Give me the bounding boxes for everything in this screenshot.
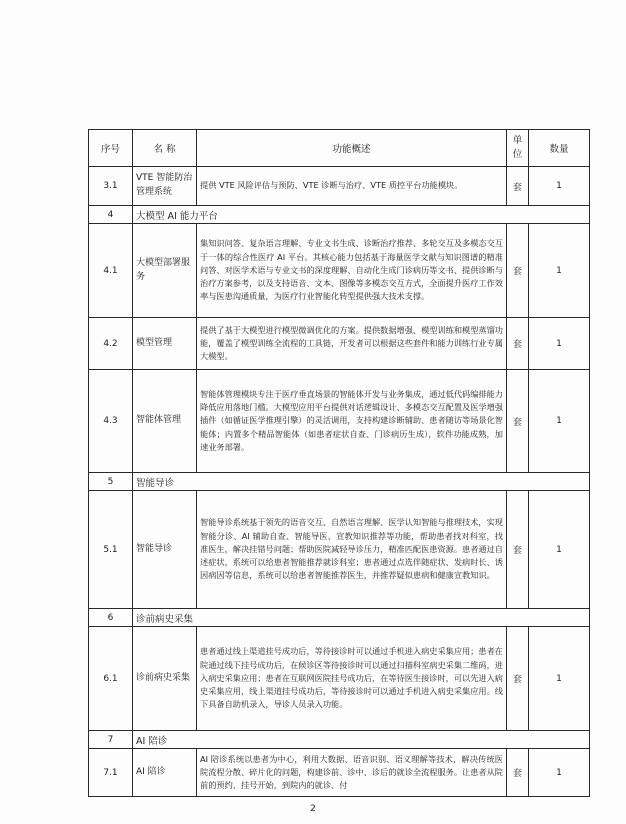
row-unit: 套 bbox=[507, 224, 529, 318]
table-row bbox=[89, 370, 590, 473]
section-no: 7 bbox=[89, 731, 133, 749]
header-name: 名 称 bbox=[133, 130, 197, 167]
table-header-row bbox=[89, 130, 590, 167]
row-desc: 提供了基于大模型进行模型微调优化的方案。提供数据增强、模型训练和模型蒸馏功能，覆盖了模型训练全流程的工具链，开发者可以根据这些套件和能力训练行业专属大模型。 bbox=[197, 318, 507, 370]
row-no: 4.3 bbox=[89, 370, 133, 473]
row-no: 3.1 bbox=[89, 167, 133, 206]
row-no: 4.2 bbox=[89, 318, 133, 370]
row-name: 智能导诊 bbox=[133, 491, 197, 609]
row-unit: 套 bbox=[507, 167, 529, 206]
row-desc: 患者通过线上渠道挂号成功后，等待接诊时可以通过手机进入病史采集应用；患者在院通过线下挂号成功后，在候诊区等待接诊时可以通过扫描科室病史采集二维码，进入病史采集应用；患者在互联网医院挂号成功后，在等待医生接诊时，可以先进入病史采集应用，线上渠道挂号成功后，等待接诊时可以通过手机进入病史采集应用。线下具备自助机录入，导诊人员录入功能。 bbox=[197, 627, 507, 731]
section-no: 4 bbox=[89, 206, 133, 224]
row-qty: 1 bbox=[529, 318, 590, 370]
table-row bbox=[89, 224, 590, 318]
row-unit: 套 bbox=[507, 749, 529, 797]
header-desc: 功能概述 bbox=[197, 130, 507, 167]
table-row bbox=[89, 749, 590, 797]
row-desc: 提供 VTE 风险评估与预防、VTE 诊断与治疗、VTE 质控平台功能模块。 bbox=[197, 167, 507, 206]
row-unit: 套 bbox=[507, 627, 529, 731]
row-unit: 套 bbox=[507, 491, 529, 609]
row-desc: 智能体管理模块专注于医疗垂直场景的智能体开发与业务集成，通过低代码编排能力降低应用落地门槛。大模型应用平台提供对话逻辑设计、多模态交互配置及医学增强插件（如循证医学推理引擎）的灵活调用，支持构建诊断辅助、患者随访等场景化智能体；内置多个精品智能体（如患者症状自查、门诊病历生成），软件功能成熟，加速业务部署。 bbox=[197, 370, 507, 473]
section-title: 大模型 AI 能力平台 bbox=[133, 206, 590, 224]
table-row bbox=[89, 491, 590, 609]
spec-table bbox=[88, 129, 590, 797]
row-no: 7.1 bbox=[89, 749, 133, 797]
table-row bbox=[89, 627, 590, 731]
section-title: 智能导诊 bbox=[133, 473, 590, 491]
header-unit: 单 位 bbox=[507, 130, 529, 167]
section-row bbox=[89, 609, 590, 627]
row-unit: 套 bbox=[507, 370, 529, 473]
table-row bbox=[89, 318, 590, 370]
section-row bbox=[89, 731, 590, 749]
row-qty: 1 bbox=[529, 167, 590, 206]
row-no: 4.1 bbox=[89, 224, 133, 318]
row-name: VTE 智能防治管理系统 bbox=[133, 167, 197, 206]
row-name: AI 陪诊 bbox=[133, 749, 197, 797]
section-row bbox=[89, 206, 590, 224]
header-qty: 数量 bbox=[529, 130, 590, 167]
section-title: 诊前病史采集 bbox=[133, 609, 590, 627]
row-name: 大模型部署服务 bbox=[133, 224, 197, 318]
row-name: 诊前病史采集 bbox=[133, 627, 197, 731]
section-no: 6 bbox=[89, 609, 133, 627]
row-qty: 1 bbox=[529, 491, 590, 609]
section-row bbox=[89, 473, 590, 491]
header-no: 序号 bbox=[89, 130, 133, 167]
row-qty: 1 bbox=[529, 627, 590, 731]
row-name: 智能体管理 bbox=[133, 370, 197, 473]
row-no: 5.1 bbox=[89, 491, 133, 609]
row-name: 模型管理 bbox=[133, 318, 197, 370]
row-unit: 套 bbox=[507, 318, 529, 370]
row-qty: 1 bbox=[529, 224, 590, 318]
row-desc: 智能导诊系统基于领先的语音交互、自然语言理解、医学认知智能与推理技术，实现智能分诊、AI 辅助自查、智能导医、宣教知识推荐等功能，帮助患者找对科室，找准医生，解决挂错号问题；帮助医院减轻导诊压力，精准匹配医患资源。患者通过自述症状，系统可以给患者智能推荐就诊科室；患者通过点选伴随症状、发病时长、诱因病因等信息，系统可以给患者智能推荐医生，并推荐疑似患病和健康宣教知识。 bbox=[197, 491, 507, 609]
section-no: 5 bbox=[89, 473, 133, 491]
row-desc: AI 陪诊系统以患者为中心，利用大数据、语音识别、语义理解等技术，解决传统医院流程分散、碎片化的问题，构建诊前、诊中、诊后的就诊全流程服务。让患者从院前的预约、挂号开始，到院内的就诊、付 bbox=[197, 749, 507, 797]
row-qty: 1 bbox=[529, 749, 590, 797]
row-no: 6.1 bbox=[89, 627, 133, 731]
section-title: AI 陪诊 bbox=[133, 731, 590, 749]
row-desc: 集知识问答、复杂语言理解、专业文书生成、诊断治疗推荐、多轮交互及多模态交互于一体的综合性医疗 AI 平台。其核心能力包括基于海量医学文献与知识图谱的精准问答、对医学术语与专业文书的深度理解、自动化生成门诊病历等文书、提供诊断与治疗方案参考，以及支持语音、文本、图像等多模态交互方式，全面提升医疗工作效率与医患沟通质量，为医疗行业智能化转型提供强大技术支撑。 bbox=[197, 224, 507, 318]
row-qty: 1 bbox=[529, 370, 590, 473]
page-number: 2 bbox=[310, 804, 316, 814]
table-row bbox=[89, 167, 590, 206]
